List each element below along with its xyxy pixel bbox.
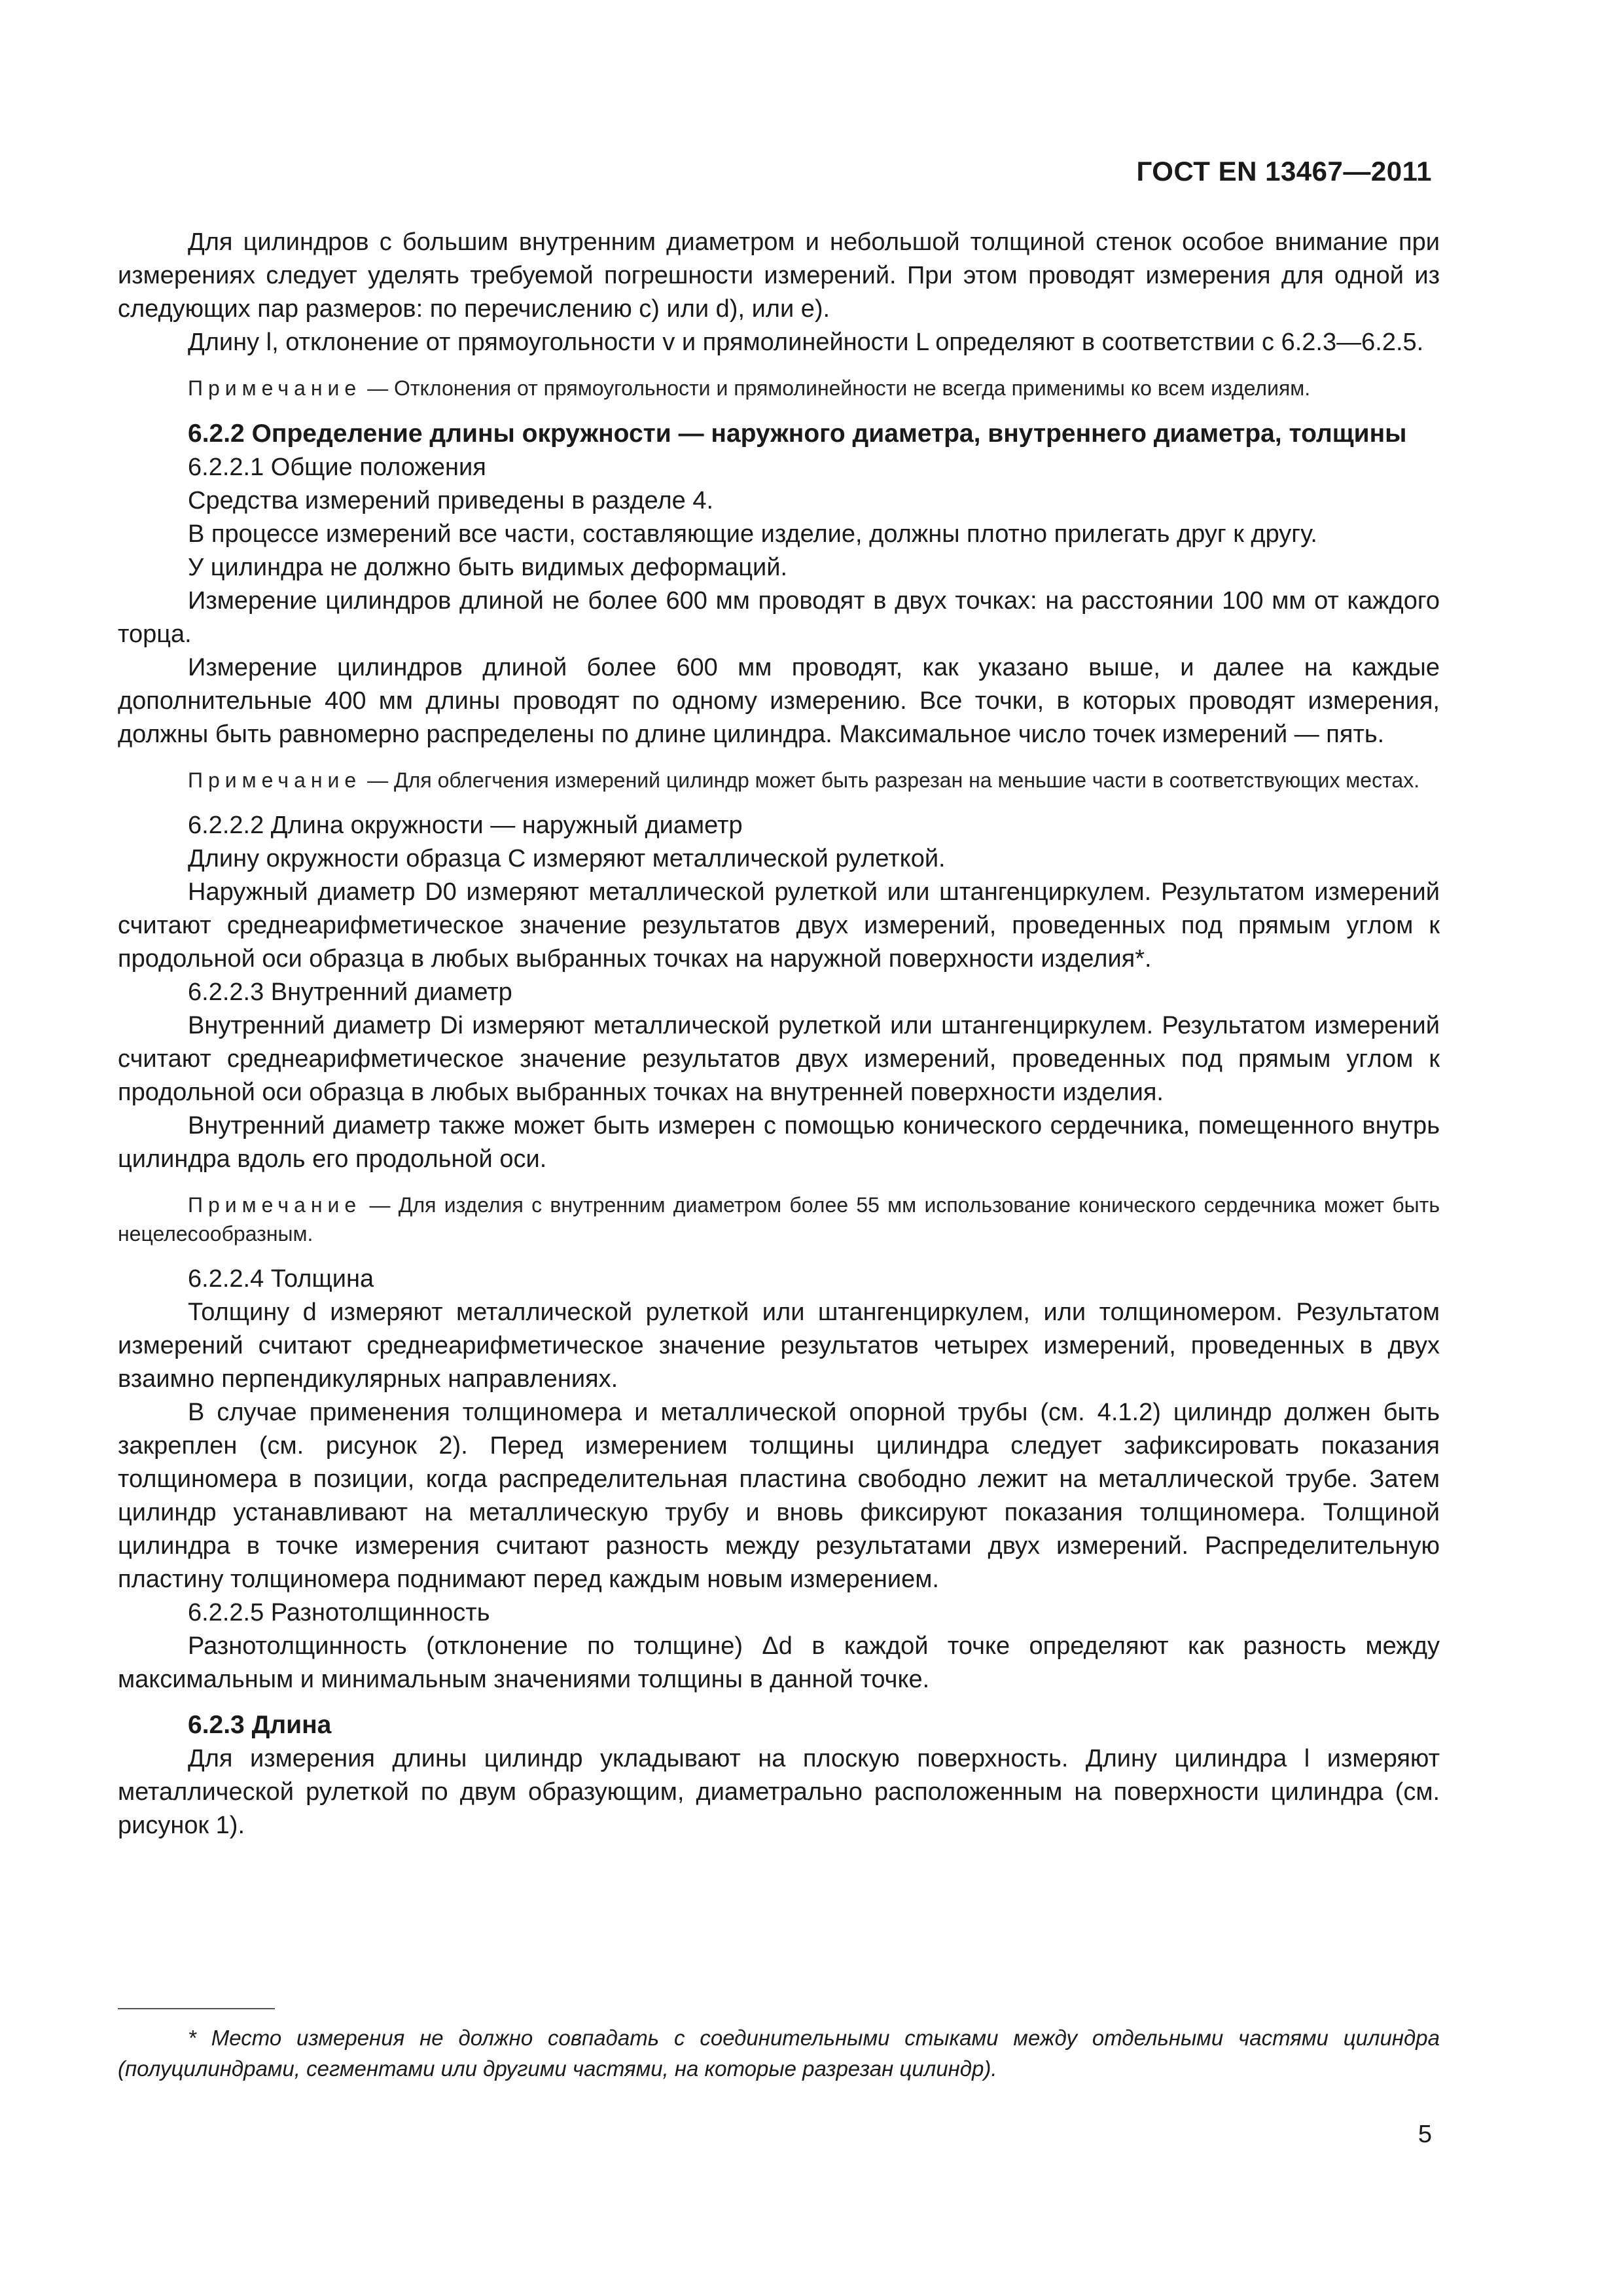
subsection-title: 6.2.2.3 Внутренний диаметр: [188, 978, 512, 1006]
section-heading: 6.2.2 Определение длины окружности — наружного диаметра, внутреннего диаметра, толщины: [188, 420, 1407, 448]
paragraph: Разнотолщинность (отклонение по толщине) Δd в каждой точке определяют как разность между максимальным и минимальным значениями толщины в данной точке.: [118, 1632, 1440, 1693]
section-heading: 6.2.3 Длина: [188, 1711, 332, 1739]
note-label: Примечание: [188, 376, 362, 400]
paragraph: В случае применения толщиномера и металлической опорной трубы (см. 4.1.2) цилиндр должен быть закреплен (см. рисунок 2). Перед измерением толщины цилиндра следует зафиксировать показания толщиномера в позиции, когда распределительная пластина свободно лежит на металлической трубе. Затем цилиндр устанавливают на металлическую трубу и вновь фиксируют показания толщиномера. Толщиной цилиндра в точке измерения считают разность между результатами двух измерений. Распределительную пластину толщиномера поднимают перед каждым новым измерением.: [118, 1399, 1440, 1593]
paragraph: Средства измерений приведены в разделе 4.: [188, 487, 714, 514]
subsection-title: 6.2.2.4 Толщина: [188, 1265, 374, 1293]
document-body: [118, 226, 1440, 1842]
subsection-title: 6.2.2.5 Разнотолщинность: [188, 1599, 490, 1626]
paragraph: Для измерения длины цилиндр укладывают на плоскую поверхность. Длину цилиндра l измеряют металлической рулеткой по двум образующим, диаметрально расположенным на поверхности цилиндра (см. рисунок 1).: [118, 1745, 1440, 1839]
footnote: * Место измерения не должно совпадать с соединительными стыками между отдельными частями цилиндра (полуцилиндрами, сегментами или другими частями, на которые разрезан цилиндр).: [118, 2026, 1440, 2081]
subsection-title: 6.2.2.1 Общие положения: [188, 454, 486, 481]
paragraph: Внутренний диаметр также может быть измерен с помощью конического сердечника, помещенного внутрь цилиндра вдоль его продольной оси.: [118, 1112, 1440, 1173]
paragraph: Длину окружности образца C измеряют металлической рулеткой.: [188, 845, 946, 872]
note-text: — Для изделия с внутренним диаметром более 55 мм использование конического сердечника может быть нецелесообразным.: [118, 1193, 1440, 1246]
paragraph: Для цилиндров с большим внутренним диаметром и небольшой толщиной стенок особое внимание при измерениях следует уделять требуемой погрешности измерений. При этом проводят измерения для одной из следующих пар размеров: по перечислению с) или d), или е).: [118, 228, 1440, 323]
note-text: — Для облегчения измерений цилиндр может быть разрезан на меньшие части в соответствующих местах.: [367, 768, 1420, 792]
footnote-divider: [118, 2008, 275, 2009]
page-header-standard: ГОСТ EN 13467—2011: [1136, 156, 1432, 187]
paragraph: Толщину d измеряют металлической рулеткой или штангенциркулем, или толщиномером. Результатом измерений считают среднеарифметическое значение результатов четырех измерений, проведенных в двух взаимно перпендикулярных направлениях.: [118, 1299, 1440, 1393]
paragraph: Длину l, отклонение от прямоугольности v и прямолинейности L определяют в соответствии с 6.2.3—6.2.5.: [188, 329, 1424, 356]
note-label: Примечание: [188, 1193, 362, 1217]
subsection-title: 6.2.2.2 Длина окружности — наружный диаметр: [188, 812, 743, 839]
note: [118, 374, 1440, 403]
paragraph: Измерение цилиндров длиной более 600 мм проводят, как указано выше, и далее на каждые дополнительные 400 мм длины проводят по одному измерению. Все точки, в которых проводят измерения, должны быть равномерно распределены по длине цилиндра. Максимальное число точек измерений — пять.: [118, 654, 1440, 748]
page-number: 5: [1418, 2121, 1432, 2148]
paragraph: В процессе измерений все части, составляющие изделие, должны плотно прилегать друг к другу.: [188, 520, 1317, 548]
paragraph: Внутренний диаметр Di измеряют металлической рулеткой или штангенциркулем. Результатом измерений считают среднеарифметическое значение результатов двух измерений, проведенных под прямым углом к продольной оси образца в любых выбранных точках на внутренней поверхности изделия.: [118, 1012, 1440, 1106]
paragraph: Измерение цилиндров длиной не более 600 мм проводят в двух точках: на расстоянии 100 мм от каждого торца.: [118, 587, 1440, 648]
paragraph: У цилиндра не должно быть видимых деформаций.: [188, 554, 788, 581]
note: [118, 766, 1440, 795]
note-text: — Отклонения от прямоугольности и прямолинейности не всегда применимы ко всем изделиям.: [367, 376, 1311, 400]
note: [118, 1191, 1440, 1248]
note-label: Примечание: [188, 768, 362, 792]
paragraph: Наружный диаметр D0 измеряют металлической рулеткой или штангенциркулем. Результатом измерений считают среднеарифметическое значение результатов двух измерений, проведенных под прямым углом к продольной оси образца в любых выбранных точках на наружной поверхности изделия*.: [118, 878, 1440, 973]
